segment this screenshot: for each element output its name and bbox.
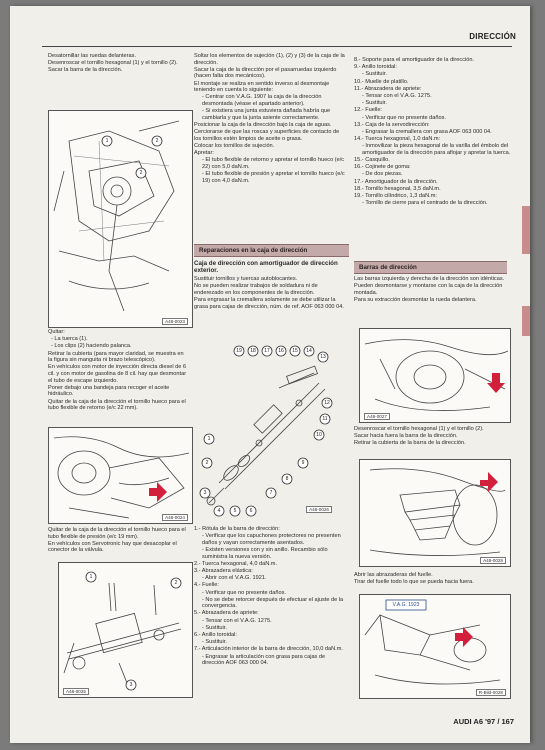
footer-page-number: 167	[501, 717, 514, 726]
list-item: - Abrir con el V.A.G. 1921.	[202, 575, 267, 582]
figure-bellows-tool	[359, 594, 511, 699]
paragraph: Abrir las abrazaderas del fuelle.	[354, 572, 433, 578]
tool-label: V.A.G. 1923	[392, 602, 420, 608]
paragraph: Sacar la barra de la dirección.	[48, 67, 123, 74]
header-rule	[42, 46, 512, 47]
paragraph: En vehículos con Servotronic hay que desacoplar el conector de la válvula.	[48, 540, 177, 554]
paragraph: No se pueden realizar trabajos de soldadura ni de enderezado en los componentes de la dirección.	[194, 283, 318, 296]
manual-page	[10, 6, 530, 743]
callout-label: 9	[301, 460, 305, 466]
paragraph: - La tuerca (1).	[51, 336, 88, 343]
section-banner: Barras de dirección	[354, 261, 507, 274]
column-2-subsection	[194, 260, 346, 311]
callout-17	[262, 346, 272, 356]
callout-label: 11	[322, 416, 328, 422]
list-item: - Engrasar la cremallera con grasa AOF 063 000 04.	[362, 128, 492, 135]
exploded-rack-drawing	[199, 343, 336, 521]
list-item: 13.- Caja de la servodirección:	[354, 121, 430, 128]
list-item: 4.- Fuelle:	[194, 582, 219, 589]
column-1-steps	[48, 329, 188, 412]
callout-label: 8	[285, 476, 289, 482]
list-item: 16.- Cojinete de goma:	[354, 164, 411, 171]
paragraph: Colocar los tornillos de sujeción.	[194, 142, 275, 149]
callout-12	[322, 398, 332, 408]
list-item: 5.- Abrazadera de apriete:	[194, 610, 259, 617]
list-item: - Verificar que no presente daños.	[202, 589, 286, 596]
bellows-tool-drawing	[360, 595, 510, 698]
list-item: - Sustituir.	[362, 100, 387, 107]
column-1-intro	[48, 53, 186, 75]
figure-code: A48-0027	[364, 413, 390, 420]
paragraph: Tirar del fuelle todo lo que se pueda hacia fuera.	[354, 579, 474, 586]
callout-14	[304, 346, 314, 356]
callout-6	[246, 506, 256, 516]
list-item: - Tensar con el V.A.G. 1275.	[202, 617, 272, 624]
callout-8	[282, 474, 292, 484]
list-item: 9.- Anillo toroidal:	[354, 64, 397, 71]
list-item: 17.- Amortiguador de la dirección.	[354, 178, 438, 185]
callout-2b	[136, 168, 146, 178]
callout-3	[126, 680, 136, 690]
list-item: 11.- Abrazadera de apriete:	[354, 85, 422, 92]
callout-label: 14	[306, 348, 312, 354]
paragraph: Poner debajo una bandeja para recoger el aceite hidráulico.	[48, 384, 170, 398]
callout-15	[290, 346, 300, 356]
figure-exploded-steering-rack	[199, 343, 336, 521]
list-item: 7.- Articulación interior de la barra de dirección, 10,0 daN.m.	[194, 646, 343, 653]
paragraph: Sustituir tornillos y tuercas autoblocantes.	[194, 276, 298, 282]
figure-code: R-Bild-0028	[476, 689, 506, 696]
callout-13	[318, 352, 328, 362]
callout-label: 2	[174, 580, 178, 586]
figure-hydraulic-hose	[48, 427, 193, 524]
list-item: - De dos piezas.	[362, 171, 403, 178]
steering-linkage-drawing	[49, 111, 192, 327]
callout-5	[230, 506, 240, 516]
callout-label: 2	[155, 138, 159, 144]
callout-label: 3	[129, 682, 133, 688]
callout-label: 18	[250, 348, 256, 354]
list-item: - Engrasar la articulación con grasa para cajas de dirección AOF 063 000 04.	[202, 653, 326, 667]
column-2-paras	[194, 53, 346, 185]
callout-label: 7	[269, 490, 273, 496]
callout-label: 3	[203, 490, 207, 496]
paragraph: Apretar:	[194, 150, 214, 157]
list-item: - Tensar con el V.A.G. 1275.	[362, 92, 432, 99]
section-title: DIRECCIÓN	[469, 32, 516, 41]
callout-2	[171, 578, 181, 588]
callout-16	[276, 346, 286, 356]
figure-code: A48-0028	[480, 557, 506, 564]
figure-bellows-clamp	[359, 459, 511, 567]
figure-code: A48-0023	[162, 318, 188, 325]
paragraph: Posicionar la caja de la dirección bajo la caja de aguas.	[194, 121, 332, 128]
paragraph: - El tubo flexible de presión y apretar el tornillo hueco (e/c 19) con 4,0 daN.m.	[202, 171, 345, 184]
figure-code: A48-0024	[162, 514, 188, 521]
paragraph: Retirar la cubierta de la barra de la dirección.	[354, 440, 466, 447]
page-footer	[453, 717, 514, 726]
paragraph: - Los clips (2) haciendo palanca.	[51, 343, 132, 350]
paragraph: Desenroscar el tornillo hexagonal (1) y el tornillo (2).	[354, 426, 484, 432]
callout-2	[152, 136, 162, 146]
paragraph: Quitar de la caja de la dirección el tornillo hueco para el tubo flexible de presión (e/c 19 mm).	[48, 527, 186, 540]
callout-label: 2	[205, 460, 209, 466]
list-item: - Verificar que los capuchones protectores no presenten daños y vayan correctamente asentados.	[202, 533, 341, 546]
callout-2	[202, 458, 212, 468]
list-item: 8.- Soporte para el amortiguador de la dirección.	[354, 57, 475, 63]
callout-18	[248, 346, 258, 356]
callout-label: 17	[264, 348, 270, 354]
paragraph: Cerciorarse de que las roscas y superficies de contacto de los tornillos estén limpios de aceite o grasa.	[194, 129, 340, 142]
paragraph: Retirar la cubierta (para mayor claridad, se muestra en la figura sin manguita ni brazo telescópico).	[48, 350, 184, 364]
callout-label: 16	[278, 348, 284, 354]
footer-separator: /	[497, 717, 502, 726]
callout-7	[266, 488, 276, 498]
column-3-paras	[354, 276, 510, 304]
callout-1	[102, 136, 112, 146]
callout-label: 5	[233, 508, 237, 514]
paragraph: Quitar de la caja de la dirección el tornillo hueco para el tubo flexible de retorno (e/c 22 mm).	[48, 398, 186, 412]
callout-label: 12	[324, 400, 330, 406]
paragraph: Las barras izquierda y derecha de la dirección son idénticas.	[354, 276, 505, 282]
paragraph: Desatornillar las ruedas delanteras.	[48, 53, 136, 59]
figure-code: A48-0025	[63, 688, 89, 695]
arrow-red	[455, 627, 473, 647]
callout-1	[204, 434, 214, 444]
list-item: 14.- Tuerca hexagonal, 1,0 daN.m:	[354, 136, 441, 143]
paragraph: - El tubo flexible de retorno y apretar el tornillo hueco (e/c 22) con 5,0 daN.m.	[202, 157, 345, 170]
tie-rod-drawing	[360, 329, 510, 422]
list-item: 1.- Rótula de la barra de dirección:	[194, 526, 280, 532]
callout-label: 15	[292, 348, 298, 354]
column-2-parts-list	[194, 526, 346, 667]
paragraph: Quitar:	[48, 329, 65, 335]
callout-3	[200, 488, 210, 498]
list-item: - Tornillo de cierre para el centrado de la dirección.	[362, 200, 488, 207]
callout-label: 10	[316, 432, 322, 438]
paragraph: - Si existiera una junta estuviera dañada habría que cambiarla y que la junta asiente correctamente.	[202, 108, 331, 121]
rack-mounting-drawing	[59, 563, 192, 697]
column-3-paras3	[354, 572, 510, 586]
column-3-paras2	[354, 426, 510, 448]
list-item: 18.- Tornillo hexagonal, 3,5 daN.m.	[354, 185, 441, 192]
column-3-parts-list	[354, 57, 512, 207]
paragraph: Pueden desmontarse y montarse con la caja de la dirección montada.	[354, 283, 503, 296]
section-banner: Reparaciones en la caja de dirección	[194, 244, 349, 257]
figure-tie-rod-removal	[359, 328, 511, 423]
paragraph: Para engrasar la cremallera solamente se debe utilizar la grasa para cajas de dirección, núm. de ref. AOF 063 000 04.	[194, 296, 344, 310]
paragraph: - Centrar con V.A.G. 1907 la caja de la dirección desmontada (véase el apartado anterior).	[202, 94, 322, 107]
arrow-red	[480, 472, 498, 492]
paragraph: En vehículos con motor de inyección directa diesel de 6 cil. y con motor de gasolina de 8 cil. hay que desmontar el tubo de escape izquierdo.	[48, 364, 187, 384]
arrow-red	[487, 373, 505, 393]
callout-4	[214, 506, 224, 516]
column-1-steps2	[48, 527, 188, 555]
figure-code: A48-0026	[306, 506, 332, 513]
list-item: 15.- Casquillo.	[354, 157, 390, 164]
callout-label: 6	[249, 508, 253, 514]
list-item: - Sustituir.	[202, 624, 227, 631]
list-item: 10.- Muelle de platillo.	[354, 78, 409, 85]
list-item: 19.- Tornillo cilíndrico, 1,3 daN.m:	[354, 192, 437, 199]
callout-label: 2	[139, 170, 143, 176]
paragraph: Soltar los elementos de sujeción (1), (2) y (3) de la caja de la dirección.	[194, 53, 345, 66]
paragraph: El montaje se realiza en sentido inverso al desmontaje teniendo en cuenta lo siguiente:	[194, 80, 330, 94]
subheading: Caja de dirección con amortiguador de dirección exterior.	[194, 260, 338, 274]
callout-label: 1	[89, 574, 93, 580]
callout-9	[298, 458, 308, 468]
callout-label: 4	[217, 508, 221, 514]
paragraph: Sacar la caja de la dirección por el pasarruedas izquierdo (hacen falta dos mecánicos).	[194, 66, 337, 80]
callout-label: 19	[236, 348, 242, 354]
list-item: 2.- Tuerca hexagonal, 4,0 daN.m.	[194, 560, 278, 567]
list-item: 3.- Abrazadera elástica:	[194, 567, 253, 574]
bellows-clamp-drawing	[360, 460, 510, 566]
list-item: 6.- Anillo toroidal:	[194, 632, 237, 639]
paragraph: Desenroscar el tornillo hexagonal (1) y el tornillo (2).	[48, 60, 178, 67]
footer-model: AUDI A6 '97	[453, 717, 496, 726]
figure-rack-mounting	[58, 562, 193, 698]
paragraph: Para su extracción desmontar la rueda delantera.	[354, 296, 477, 303]
list-item: - Inmovilizar la pieza hexagonal de la varilla del émbolo del amortiguador de la dirección para aflojar y apretar la tuerca.	[362, 143, 511, 156]
figure-steering-linkage	[48, 110, 193, 328]
callout-label: 1	[207, 436, 211, 442]
callout-label: 13	[320, 354, 326, 360]
callout-label: 1	[105, 138, 109, 144]
callout-10	[314, 430, 324, 440]
list-item: 12.- Fuelle:	[354, 107, 382, 114]
list-item: - Sustituir.	[202, 639, 227, 646]
list-item: - Sustituir.	[362, 71, 387, 78]
paragraph: Sacar hacia fuera la barra de la dirección.	[354, 433, 458, 440]
hydraulic-hose-drawing	[49, 428, 192, 523]
list-item: - Verificar que no presente daños.	[362, 114, 446, 121]
callout-11	[320, 414, 330, 424]
list-item: - No se debe retorcer después de efectuar el ajuste de la convergencia.	[202, 596, 344, 610]
callout-19	[234, 346, 244, 356]
side-tab-marker	[522, 306, 530, 336]
list-item: - Existen versiones con y sin anillo. Recambio sólo suministra la nueva versión.	[202, 546, 328, 560]
callout-1	[86, 572, 96, 582]
side-tab-marker	[522, 206, 530, 254]
